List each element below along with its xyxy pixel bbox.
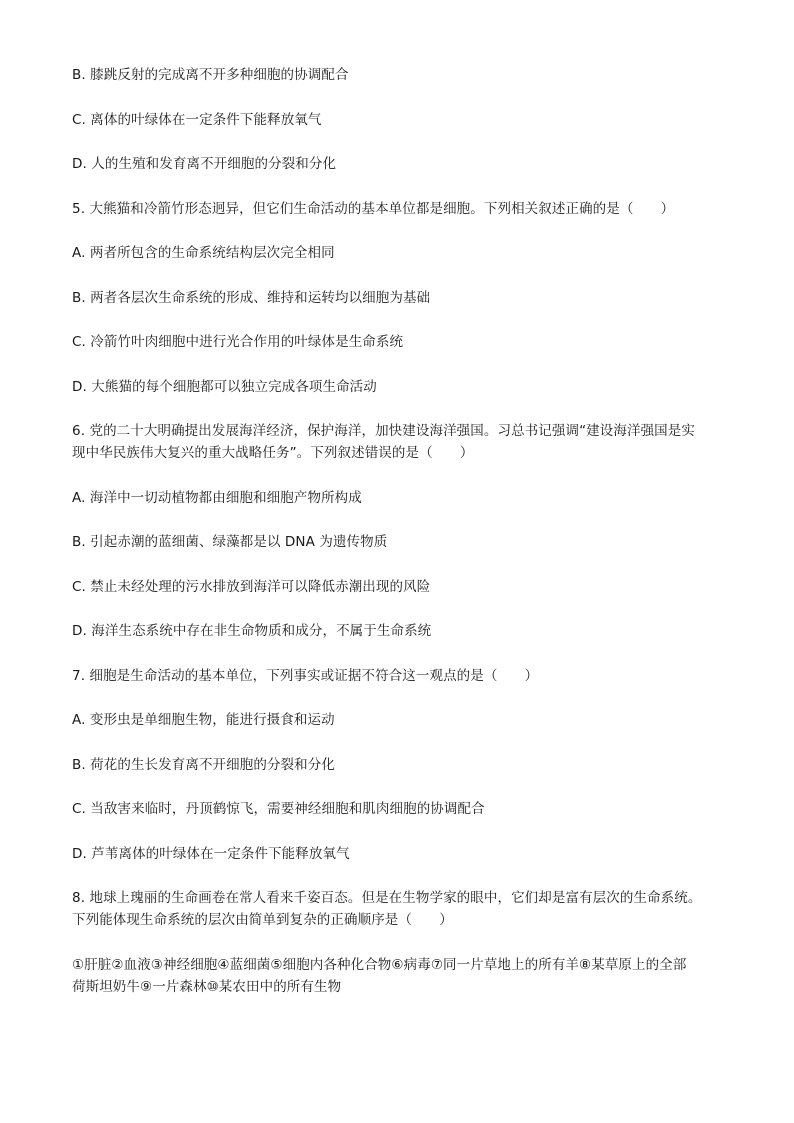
question-5-stem: 5. 大熊猫和冷箭竹形态迥异，但它们生命活动的基本单位都是细胞。下列相关叙述正确的是（ ） xyxy=(72,200,675,217)
question-8-stem-line2: 下列能体现生命系统的层次由简单到复杂的正确顺序是（ ） xyxy=(72,912,453,928)
question-8-items-line1: ①肝脏②血液③神经细胞④蓝细菌⑤细胞内各种化合物⑥病毒⑦同一片草地上的所有羊⑧某草原上的全部 xyxy=(72,956,687,973)
question-8-items-line2: 荷斯坦奶牛⑨一片森林⑩某农田中的所有生物 xyxy=(72,978,342,995)
question-6-stem-line1: 6. 党的二十大明确提出发展海洋经济，保护海洋，加快建设海洋强国。习总书记强调“建设海洋强国是实 xyxy=(72,423,695,439)
option-5a: A. 两者所包含的生命系统结构层次完全相同 xyxy=(72,245,335,261)
question-7-stem: 7. 细胞是生命活动的基本单位，下列事实或证据不符合这一观点的是（ ） xyxy=(72,667,539,684)
option-5b: B. 两者各层次生命系统的形成、维持和运转均以细胞为基础 xyxy=(72,289,431,306)
option-4c: C. 离体的叶绿体在一定条件下能释放氧气 xyxy=(72,111,322,128)
option-7b: B. 荷花的生长发育离不开细胞的分裂和分化 xyxy=(72,756,335,773)
option-5c: C. 冷箭竹叶肉细胞中进行光合作用的叶绿体是生命系统 xyxy=(72,334,404,350)
question-8-stem-line1: 8. 地球上瑰丽的生命画卷在常人看来千姿百态。但是在生物学家的眼中，它们却是富有层次的生命系统。 xyxy=(72,890,702,906)
option-6a: A. 海洋中一切动植物都由细胞和细胞产物所构成 xyxy=(72,489,362,506)
option-7d: D. 芦苇离体的叶绿体在一定条件下能释放氧气 xyxy=(72,845,350,862)
option-6d: D. 海洋生态系统中存在非生命物质和成分，不属于生命系统 xyxy=(72,623,432,639)
option-6b: B. 引起赤潮的蓝细菌、绿藻都是以 DNA 为遗传物质 xyxy=(72,534,388,550)
option-7a: A. 变形虫是单细胞生物，能进行摄食和运动 xyxy=(72,712,335,728)
option-4b: B. 膝跳反射的完成离不开多种细胞的协调配合 xyxy=(72,67,349,83)
question-6-stem-line2: 现中华民族伟大复兴的重大战略任务”。下列叙述错误的是（ ） xyxy=(72,445,474,461)
option-5d: D. 大熊猫的每个细胞都可以独立完成各项生命活动 xyxy=(72,378,377,395)
option-6c: C. 禁止未经处理的污水排放到海洋可以降低赤潮出现的风险 xyxy=(72,578,431,595)
option-7c: C. 当敌害来临时，丹顶鹤惊飞，需要神经细胞和肌肉细胞的协调配合 xyxy=(72,801,485,817)
option-4d: D. 人的生殖和发育离不开细胞的分裂和分化 xyxy=(72,156,337,172)
